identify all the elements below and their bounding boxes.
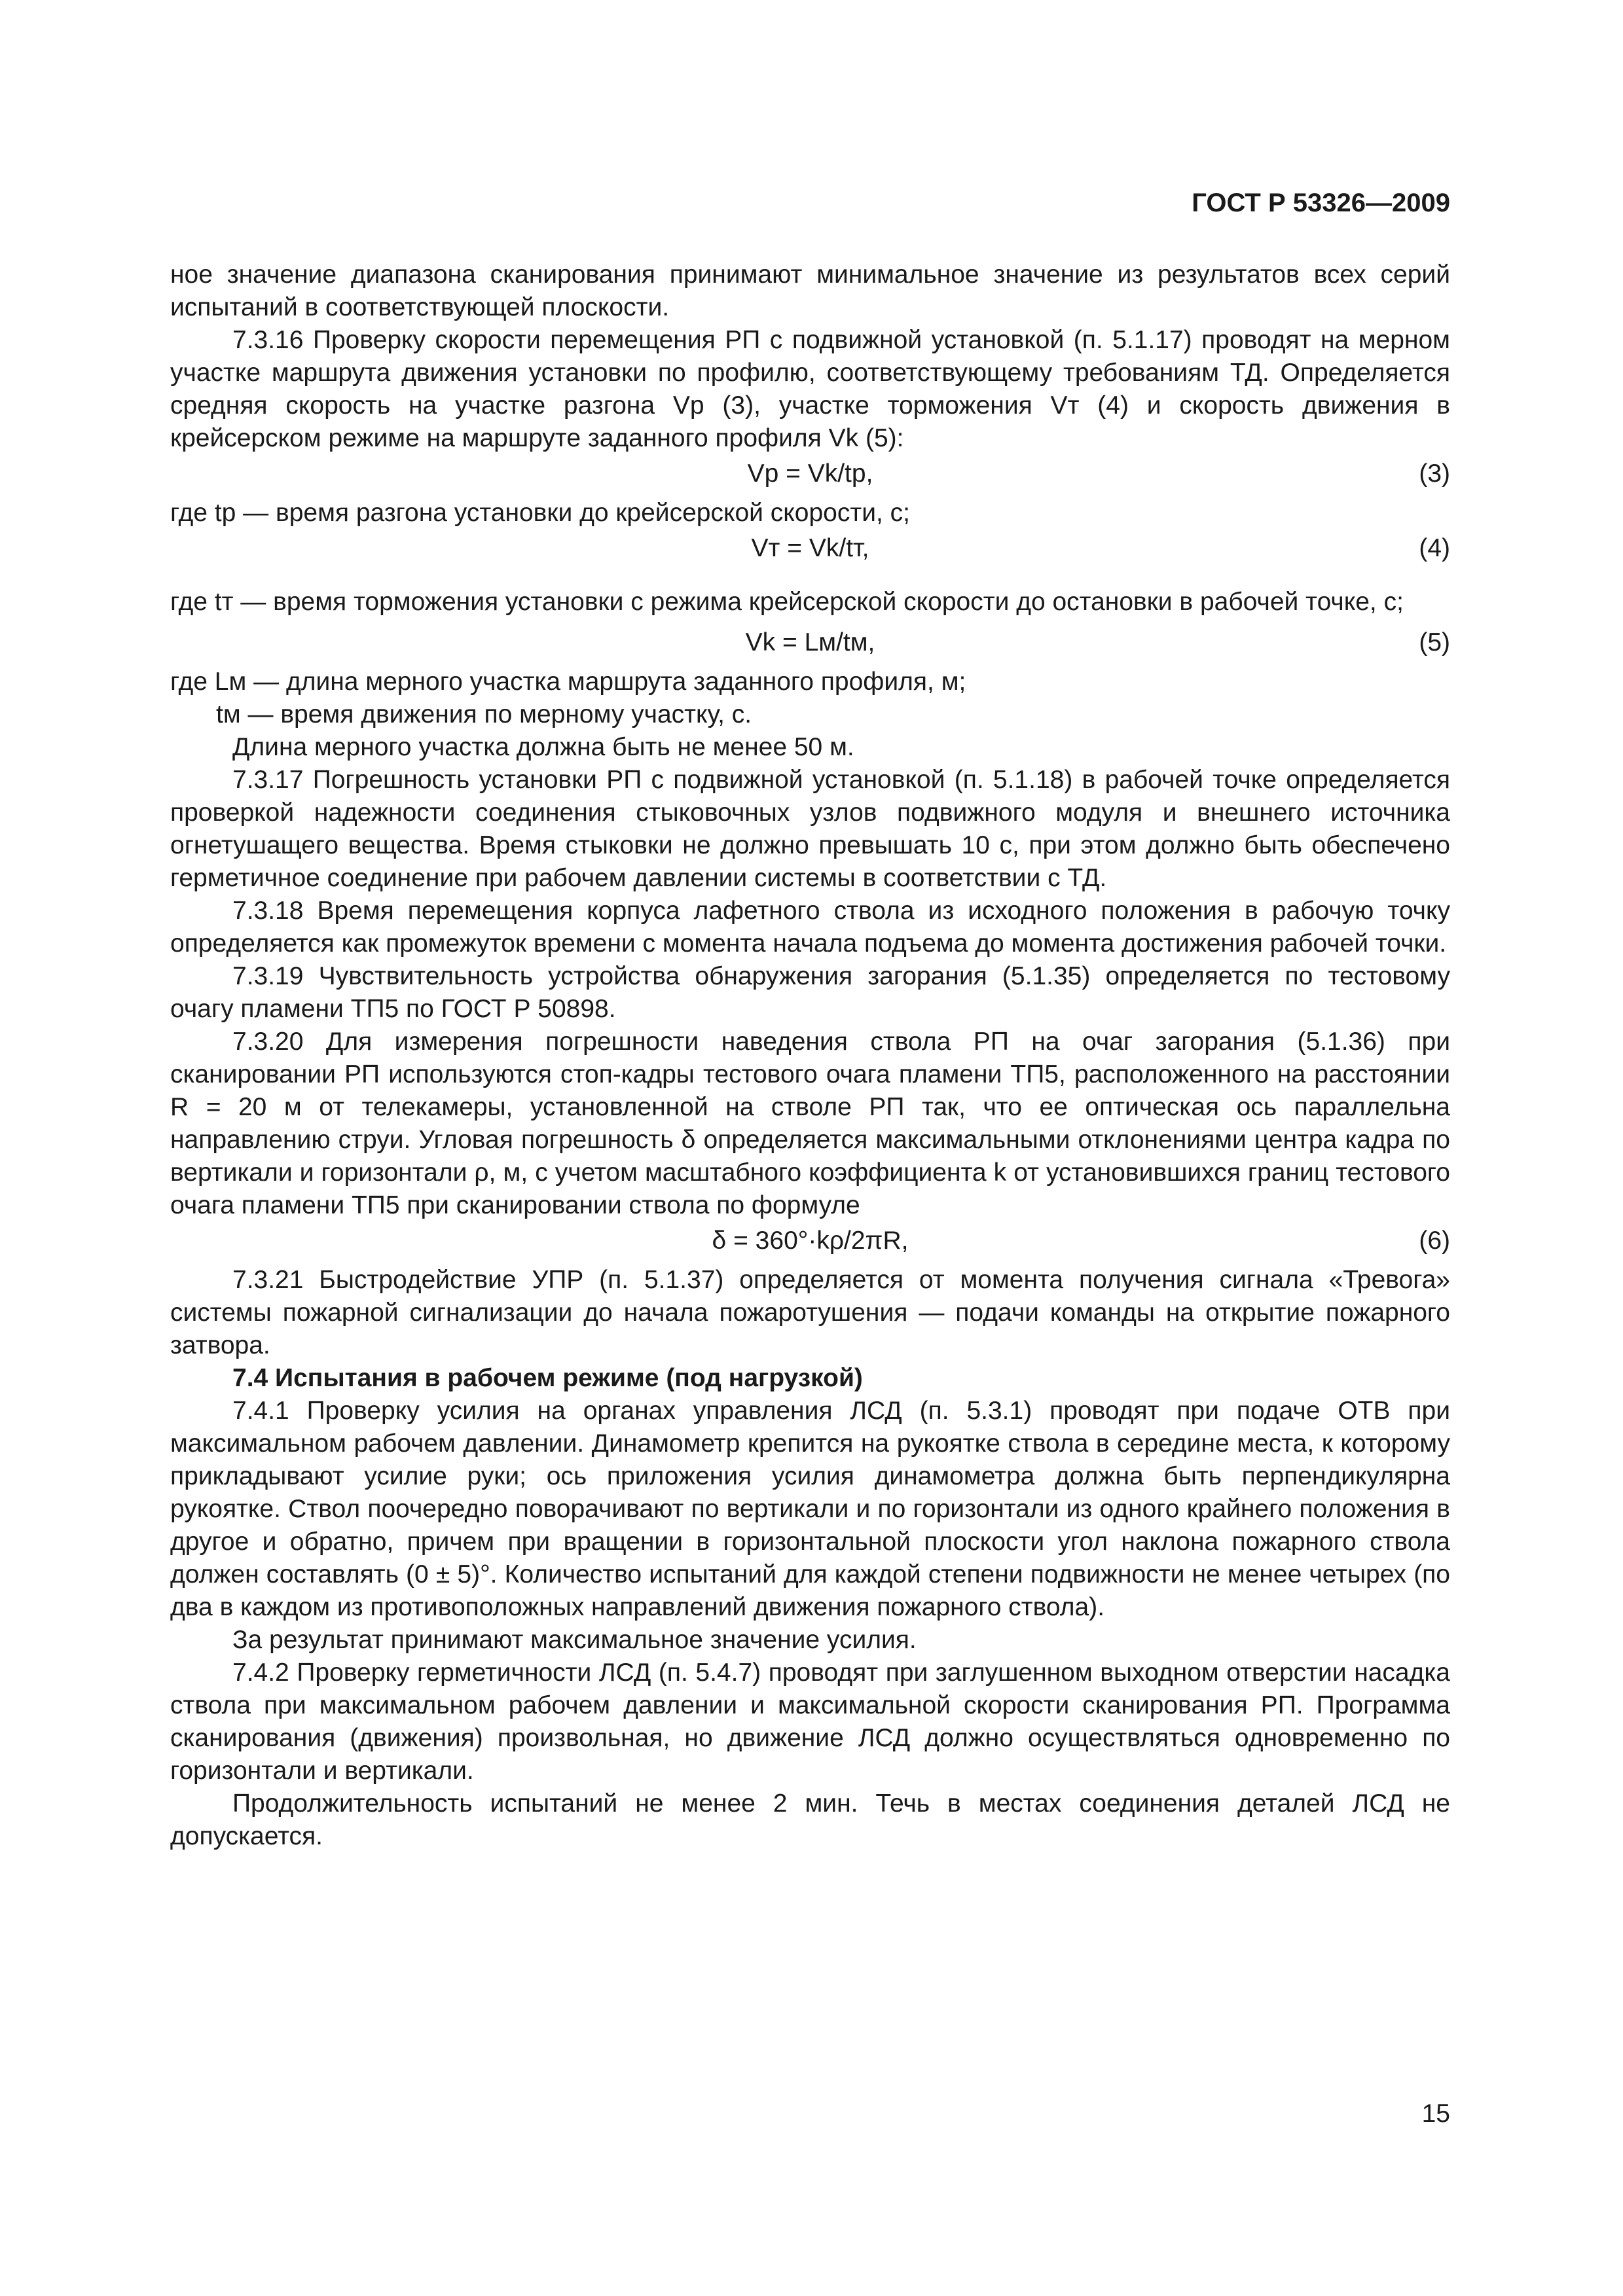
formula-3 [170,457,1450,497]
where-5a-definition: длина мерного участка маршрута заданного профиля, м; [285,668,966,696]
formula-6 [170,1225,1450,1264]
where-clause-4 [170,586,1450,619]
standard-designation: ГОСТ Р 53326—2009 [1192,188,1450,217]
where-clause-5a [170,666,1450,698]
formula-4 [170,532,1450,571]
where-3-symbol: где tр — [170,499,269,527]
where-3-definition: время разгона установки до крейсерской скорости, с; [275,499,911,527]
where-5b-symbol: tм — [216,700,274,728]
page-number: 15 [1421,2100,1450,2128]
formula-5-expression: Vk = Lм/tм, [745,628,875,656]
paragraph-result-note: За результат принимают максимальное значение усилия. [232,1626,917,1654]
formula-3-expression: Vр = Vk/tр, [747,459,873,488]
where-5a-symbol: где Lм — [170,668,280,696]
formula-4-expression: Vт = Vk/tт, [751,534,869,562]
paragraph-7-4-1: 7.4.1 Проверку усилия на органах управления ЛСД (п. 5.3.1) проводят при подаче ОТВ при максимальном рабочем давлении. Динамометр крепится на рукоятке ствола в середине места, к которому прикладывают усилие руки; ось приложения усилия динамометра должна быть перпендикулярна рукоятке. Ствол поочередно поворачивают по вертикали и по горизонтали из одного крайнего положения в другое и обратно, причем при вращении в горизонтальной плоскости угол наклона пожарного ствола должен составлять (0 ± 5)°. Количество испытаний для каждой степени подвижности не менее четырех (по два в каждом из противоположных направлений движения пожарного ствола). [170,1397,1450,1621]
where-4-definition: время торможения установки с режима крейсерской скорости до остановки в рабочей точке, с; [273,588,1404,616]
formula-5 [170,626,1450,666]
section-heading-7-4: 7.4 Испытания в рабочем режиме (под нагрузкой) [232,1364,863,1392]
paragraph-7-3-18: 7.3.18 Время перемещения корпуса лафетного ствола из исходного положения в рабочую точку определяется как промежуток времени с момента начала подъема до момента достижения рабочей точки. [170,897,1450,958]
where-5b-definition: время движения по мерному участку, с. [280,700,752,728]
paragraph-7-3-19: 7.3.19 Чувствительность устройства обнаружения загорания (5.1.35) определяется по тестовому очагу пламени ТП5 по ГОСТ Р 50898. [170,962,1450,1023]
paragraph-continuation: ное значение диапазона сканирования принимают минимальное значение из результатов всех серий испытаний в соответствующей плоскости. [170,260,1450,321]
formula-5-number: (5) [1419,628,1450,656]
paragraph-length-note: Длина мерного участка должна быть не менее 50 м. [232,733,854,761]
page-body [170,259,1450,1853]
formula-6-number: (6) [1419,1227,1450,1255]
paragraph-duration-note: Продолжительность испытаний не менее 2 мин. Течь в местах соединения деталей ЛСД не допускается. [170,1789,1450,1850]
paragraph-7-3-17: 7.3.17 Погрешность установки РП с подвижной установкой (п. 5.1.18) в рабочей точке определяется проверкой надежности соединения стыковочных узлов подвижного модуля и внешнего источника огнетушащего вещества. Время стыковки не должно превышать 10 с, при этом должно быть обеспечено герметичное соединение при рабочем давлении системы в соответствии с ТД. [170,766,1450,892]
paragraph-7-4-2: 7.4.2 Проверку герметичности ЛСД (п. 5.4.7) проводят при заглушенном выходном отверстии насадка ствола при максимальном рабочем давлении и максимальной скорости сканирования РП. Программа сканирования (движения) произвольная, но движение ЛСД должно осуществляться одновременно по горизонтали и вертикали. [170,1659,1450,1785]
where-clause-3 [170,497,1450,529]
paragraph-7-3-20: 7.3.20 Для измерения погрешности наведения ствола РП на очаг загорания (5.1.36) при сканировании РП используются стоп-кадры тестового очага пламени ТП5, расположенного на расстоянии R = 20 м от телекамеры, установленной на стволе РП так, что ее оптическая ось параллельна направлению струи. Угловая погрешность δ определяется максимальными отклонениями центра кадра по вертикали и горизонтали ρ, м, с учетом масштабного коэффициента k от установившихся границ тестового очага пламени ТП5 при сканировании ствола по формуле [170,1028,1450,1219]
where-4-symbol: где tт — [170,588,266,616]
formula-3-number: (3) [1419,459,1450,488]
paragraph-7-3-16: 7.3.16 Проверку скорости перемещения РП с подвижной установкой (п. 5.1.17) проводят на мерном участке маршрута движения установки по профилю, соответствующему требованиям ТД. Определяется средняя скорость на участке разгона Vр (3), участке торможения Vт (4) и скорость движения в крейсерском режиме на маршруте заданного профиля Vk (5): [170,326,1450,452]
formula-6-expression: δ = 360°·kρ/2πR, [712,1227,909,1255]
formula-4-number: (4) [1419,534,1450,562]
paragraph-7-3-21: 7.3.21 Быстродействие УПР (п. 5.1.37) определяется от момента получения сигнала «Тревога» системы пожарной сигнализации до начала пожаротушения — подачи команды на открытие пожарного затвора. [170,1266,1450,1359]
where-clause-5b [170,698,1450,731]
